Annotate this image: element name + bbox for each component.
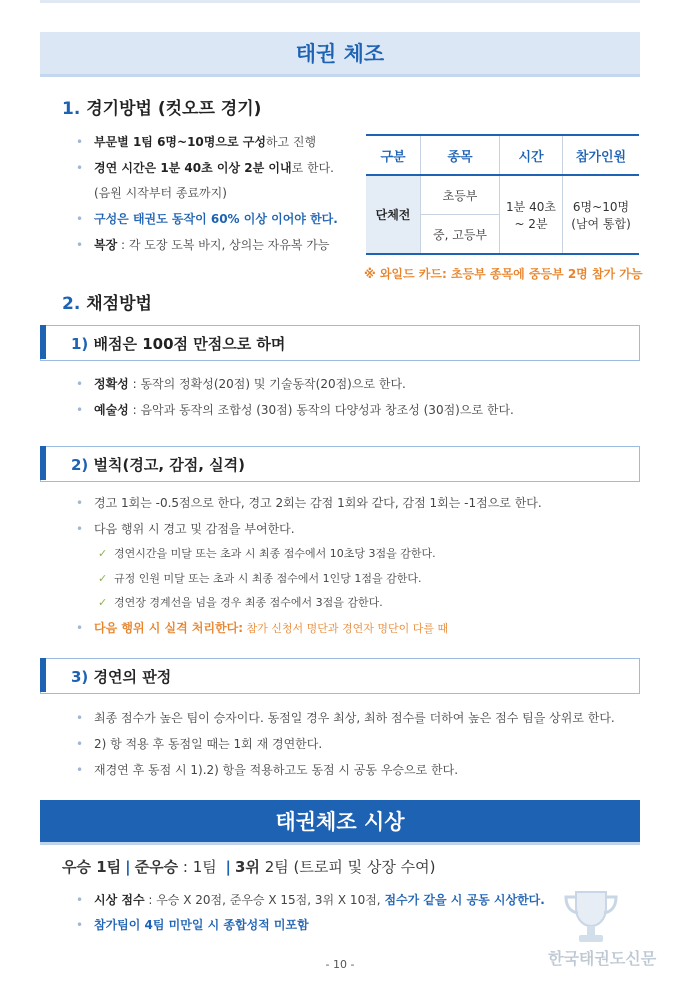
list-item: • 경고 1회는 -0.5점으로 한다, 경고 2회는 감점 1회와 같다, 감점 1회는 -1점으로 한다. — [76, 496, 542, 510]
list-item: • 정확성 : 동작의 정확성(20점) 및 기술동작(20점)으로 한다. — [76, 377, 406, 391]
wildcard-note: ※ 와일드 카드: 초등부 종목에 중등부 2명 참가 가능 — [364, 267, 643, 281]
subsection3-number: 3) — [71, 667, 89, 686]
table-cell: 중, 고등부 — [421, 215, 500, 255]
list-item: • 시상 점수 : 우승 X 20점, 준우승 X 15점, 3위 X 10점, 점수가 같을 시 공동 시상한다. — [76, 893, 545, 907]
check-item: ✓ 경연장 경계선을 넘을 경우 최종 점수에서 3점을 감한다. — [98, 596, 383, 609]
awards-title: 태권체조 시상 — [40, 800, 640, 845]
table-cell: 1분 40초 ~ 2분 — [500, 175, 563, 254]
list-item: • 재경연 후 동점 시 1).2) 항을 적용하고도 동점 시 공동 우승으로 한다. — [76, 763, 459, 777]
check-item: ✓ 경연시간을 미달 또는 초과 시 최종 점수에서 10초당 3점을 감한다. — [98, 547, 436, 560]
subsection1-accent — [40, 325, 46, 359]
section1-heading — [62, 94, 261, 119]
top-rule — [40, 0, 640, 3]
subsection2-title: 벌칙(경고, 감점, 실격) — [93, 455, 246, 474]
section1-title: 경기방법 (컷오프 경기) — [86, 99, 262, 119]
subsection2-number: 2) — [71, 455, 89, 474]
table-header: 구분 — [366, 135, 421, 175]
table-header-row — [366, 135, 639, 175]
subsection2-box — [40, 446, 640, 482]
list-item: (음원 시작부터 종료까지) — [94, 186, 227, 200]
section2-heading — [62, 289, 152, 314]
check-icon: ✓ — [98, 596, 108, 609]
section1-number: 1. — [62, 99, 81, 119]
check-icon: ✓ — [98, 547, 108, 560]
table-row — [366, 175, 639, 215]
subsection3-accent — [40, 658, 46, 692]
list-item: • 경연 시간은 1분 40초 이상 2분 이내로 한다. — [76, 161, 334, 175]
subsection1-number: 1) — [71, 334, 89, 353]
awards-summary: 우승 1팀 | 준우승 : 1팀 | 3위 2팀 (트로피 및 상장 수여) — [62, 858, 436, 876]
table-header: 종목 — [421, 135, 500, 175]
list-item: • 구성은 태권도 동작이 60% 이상 이어야 한다. — [76, 212, 338, 226]
list-item: • 2) 항 적용 후 동점일 때는 1회 재 경연한다. — [76, 737, 323, 751]
check-item: ✓ 규정 인원 미달 또는 초과 시 최종 점수에서 1인당 1점을 감한다. — [98, 572, 422, 585]
trophy-icon — [560, 888, 622, 946]
table-cell: 6명~10명 (남여 통합) — [563, 175, 640, 254]
list-item: • 복장 : 각 도장 도복 바지, 상의는 자유복 가능 — [76, 238, 330, 252]
page-title: 태권 체조 — [40, 32, 640, 77]
table-row-head: 단체전 — [366, 175, 421, 254]
subsection3-box — [40, 658, 640, 694]
list-item: • 다음 행위 시 실격 처리한다: 참가 신청서 명단과 경연자 명단이 다를 때 — [76, 621, 449, 635]
table-header: 시간 — [500, 135, 563, 175]
watermark: 한국태권도신문 — [548, 949, 657, 968]
subsection1-title: 배점은 100점 만점으로 하며 — [93, 334, 286, 353]
subsection3-title: 경연의 판정 — [93, 667, 172, 686]
list-item: • 다음 행위 시 경고 및 감점을 부여한다. — [76, 522, 295, 536]
table-cell: 초등부 — [421, 175, 500, 215]
subsection1-box — [40, 325, 640, 361]
subsection2-accent — [40, 446, 46, 480]
list-item: • 참가팀이 4팀 미만일 시 종합성적 미포함 — [76, 918, 309, 932]
list-item: • 예술성 : 음악과 동작의 조합성 (30점) 동작의 다양성과 창조성 (30점)으로 한다. — [76, 403, 514, 417]
list-item: • 부문별 1팀 6명~10명으로 구성하고 진행 — [76, 135, 317, 149]
section2-title: 채점방법 — [86, 294, 152, 314]
page-number: - 10 - — [325, 958, 355, 971]
check-icon: ✓ — [98, 572, 108, 585]
list-item: • 최종 점수가 높은 팀이 승자이다. 동점일 경우 최상, 최하 점수를 더하여 높은 점수 팀을 상위로 한다. — [76, 711, 615, 725]
section2-number: 2. — [62, 294, 81, 314]
rules-table — [366, 134, 639, 255]
table-header: 참가인원 — [563, 135, 640, 175]
